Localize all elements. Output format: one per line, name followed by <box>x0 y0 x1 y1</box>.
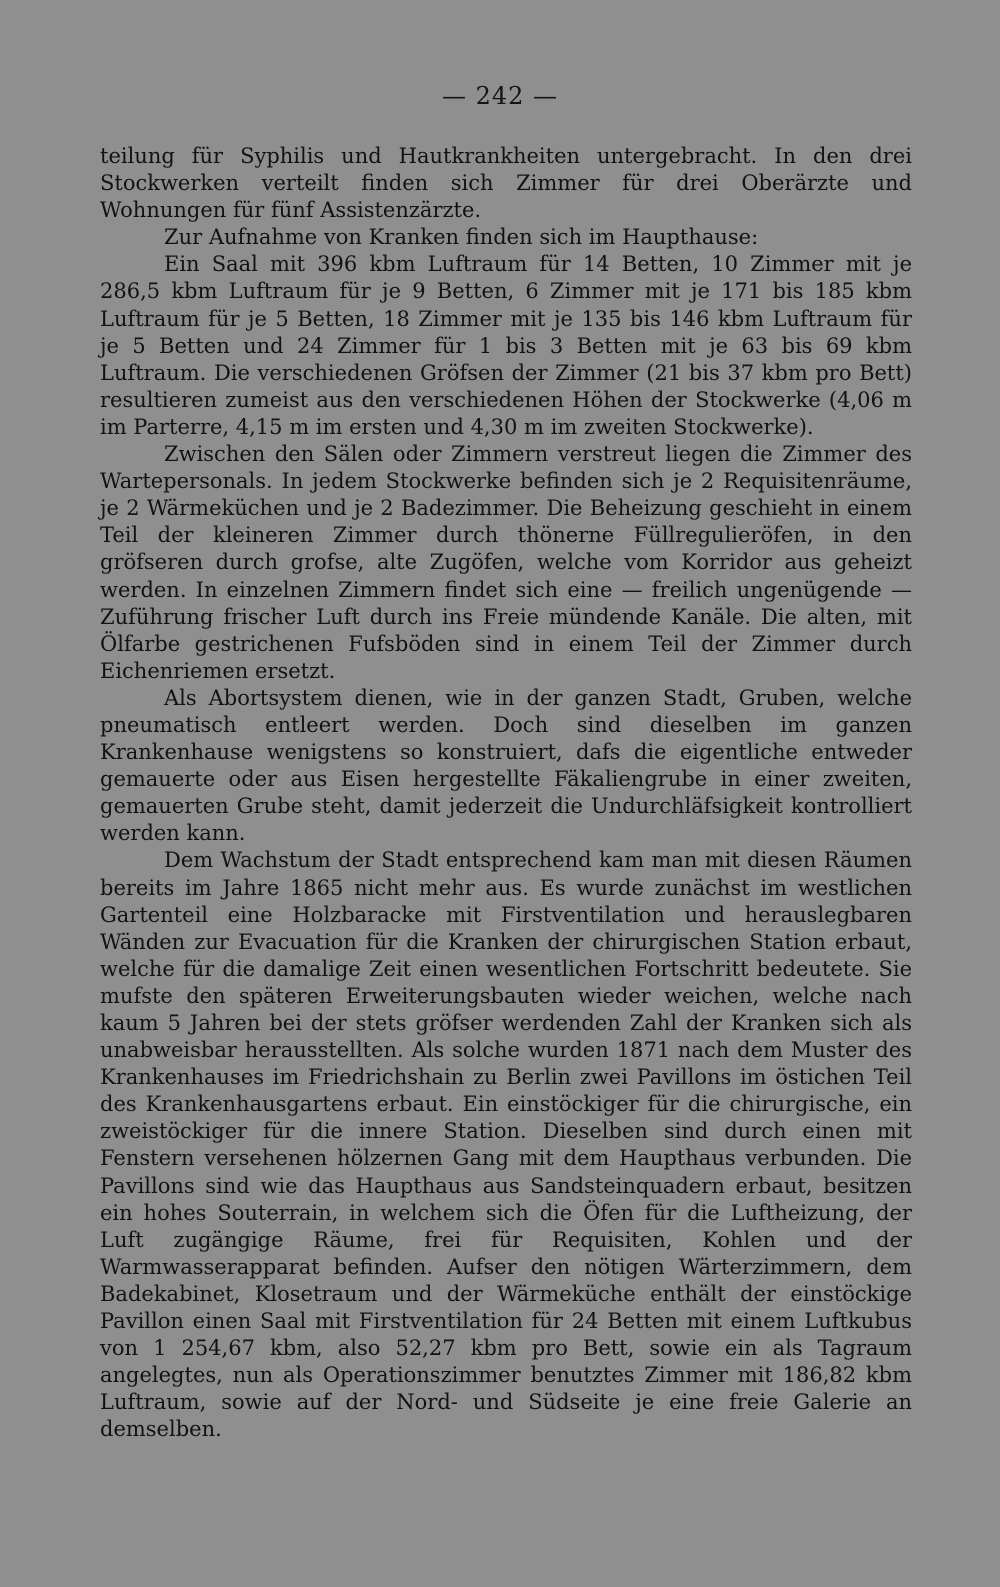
body-text <box>100 143 912 1444</box>
paragraph-abortsystem: Als Abortsystem dienen, wie in der ganzen Stadt, Gruben, welche pneumatisch entleert werden. Doch sind dieselben im ganzen Krankenhause wenigstens so konstruiert, dafs die eigentliche entweder gemauerte oder aus Eisen hergestellte Fäkaliengrube in einer zweiten, gemauerten Grube steht, damit jederzeit die Undurchläfsigkeit kontrolliert werden kann. <box>100 685 912 846</box>
paragraph-wartepersonal: Zwischen den Sälen oder Zimmern verstreut liegen die Zimmer des Wartepersonals. In jedem Stockwerke befinden sich je 2 Requisitenräume, je 2 Wärmeküchen und je 2 Badezimmer. Die Beheizung geschieht in einem Teil der kleineren Zimmer durch thönerne Füllregulieröfen, in den gröfseren durch grofse, alte Zugöfen, welche vom Korridor aus geheizt werden. In einzelnen Zimmern findet sich eine — freilich ungenügende — Zuführung frischer Luft durch ins Freie mündende Kanäle. Die alten, mit Ölfarbe gestrichenen Fufsböden sind in einem Teil der Zimmer durch Eichenriemen ersetzt. <box>100 442 912 683</box>
paragraph-continuation: teilung für Syphilis und Hautkrankheiten untergebracht. In den drei Stockwerken verteilt finden sich Zimmer für drei Oberärzte und Wohnungen für fünf Assistenzärzte. <box>100 144 912 223</box>
paragraph-saal: Ein Saal mit 396 kbm Luftraum für 14 Betten, 10 Zimmer mit je 286,5 kbm Luftraum für je 9 Betten, 6 Zimmer mit je 171 bis 185 kbm Luftraum für je 5 Betten, 18 Zimmer mit je 135 bis 146 kbm Luftraum für je 5 Betten und 24 Zimmer für 1 bis 3 Betten mit je 63 bis 69 kbm Luftraum. Die verschiedenen Gröfsen der Zimmer (21 bis 37 kbm pro Bett) resultieren zumeist aus den verschiedenen Höhen der Stockwerke (4,06 m im Parterre, 4,15 m im ersten und 4,30 m im zweiten Stockwerke). <box>100 252 912 439</box>
paragraph-aufnahme: Zur Aufnahme von Kranken finden sich im Haupthause: <box>164 225 759 250</box>
paragraph-wachstum: Dem Wachstum der Stadt entsprechend kam man mit diesen Räumen bereits im Jahre 1865 nicht mehr aus. Es wurde zunächst im westlichen Gartenteil eine Holzbaracke mit Firstventilation und herauslegbaren Wänden zur Evacuation für die Kranken der chirurgischen Station erbaut, welche für die damalige Zeit einen wesentlichen Fortschritt bedeutete. Sie mufste den späteren Erweiterungsbauten wieder weichen, welche nach kaum 5 Jahren bei der stets gröfser werdenden Zahl der Kranken sich als unabweisbar herausstellten. Als solche wurden 1871 nach dem Muster des Krankenhauses im Friedrichshain zu Berlin zwei Pavillons im östichen Teil des Krankenhausgartens erbaut. Ein einstöckiger für die chirurgische, ein zweistöckiger für die innere Station. Dieselben sind durch einen mit Fenstern versehenen hölzernen Gang mit dem Haupthaus verbunden. Die Pavillons sind wie das Haupthaus aus Sandsteinquadern erbaut, besitzen ein hohes Souterrain, in welchem sich die Öfen für die Luftheizung, der Luft zugängige Räume, frei für Requisiten, Kohlen und der Warmwasserapparat befinden. Aufser den nötigen Wärterzimmern, dem Badekabinet, Klosetraum und der Wärmeküche enthält der einstöckige Pavillon einen Saal mit Firstventilation für 24 Betten mit einem Luftkubus von 1 254,67 kbm, also 52,27 kbm pro Bett, sowie ein als Tagraum angelegtes, nun als Operationszimmer benutztes Zimmer mit 186,82 kbm Luftraum, sowie auf der Nord- und Südseite je eine freie Galerie an demselben. <box>100 848 912 1442</box>
page-number: — 242 — <box>441 82 559 110</box>
